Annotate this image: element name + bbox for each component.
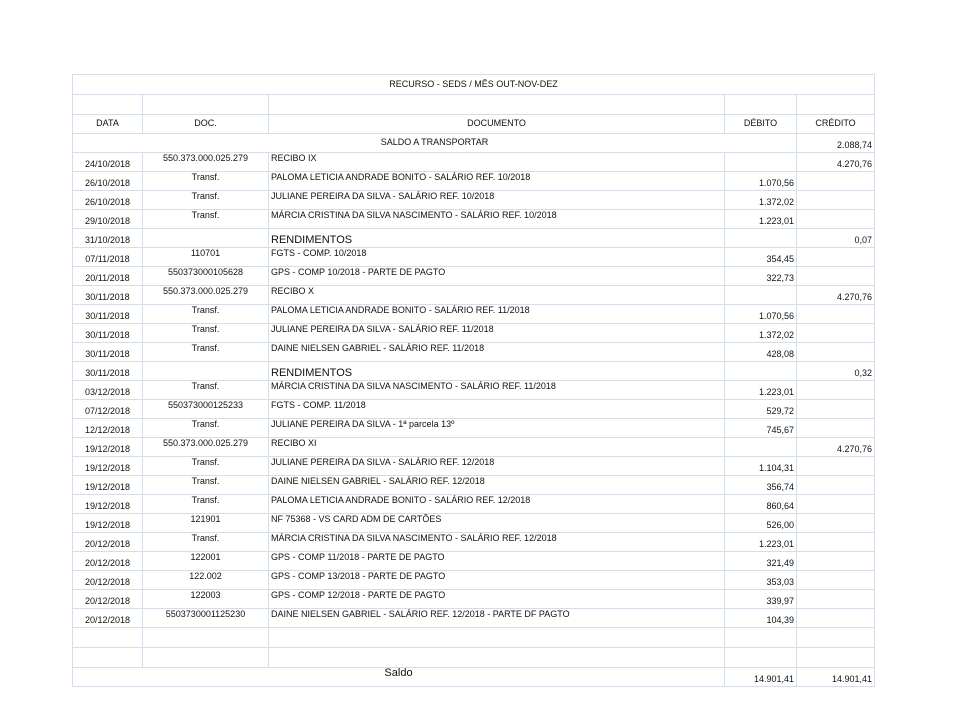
blank-row — [73, 628, 875, 648]
row-date: 20/12/2018 — [73, 571, 143, 590]
table-row — [73, 514, 875, 533]
row-credito — [797, 172, 875, 191]
row-date: 29/10/2018 — [73, 210, 143, 229]
row-debito: 1.070,56 — [725, 172, 797, 191]
row-credito: 4.270,76 — [797, 438, 875, 457]
row-credito — [797, 552, 875, 571]
row-date: 19/12/2018 — [73, 476, 143, 495]
row-date: 19/12/2018 — [73, 457, 143, 476]
row-credito — [797, 267, 875, 286]
row-doc: Transf. — [143, 457, 269, 476]
row-doc: Transf. — [143, 381, 269, 400]
row-description: JULIANE PEREIRA DA SILVA - SALÁRIO REF. 11/2018 — [269, 324, 725, 343]
row-doc: Transf. — [143, 191, 269, 210]
row-description: JULIANE PEREIRA DA SILVA - 1ª parcela 13º — [269, 419, 725, 438]
row-doc: 121901 — [143, 514, 269, 533]
row-debito — [725, 229, 797, 248]
row-doc — [143, 362, 269, 381]
row-credito — [797, 324, 875, 343]
row-credito — [797, 210, 875, 229]
row-date: 30/11/2018 — [73, 324, 143, 343]
saldo-credito: 14.901,41 — [797, 668, 875, 687]
table-row — [73, 248, 875, 267]
header-credito: CRÉDITO — [797, 115, 875, 134]
blank-row — [73, 648, 875, 668]
row-credito — [797, 476, 875, 495]
table-row — [73, 457, 875, 476]
header-doc: DOC. — [143, 115, 269, 134]
table-row — [73, 571, 875, 590]
row-debito — [725, 286, 797, 305]
row-doc: 550.373.000.025.279 — [143, 438, 269, 457]
row-doc: Transf. — [143, 305, 269, 324]
row-debito: 1.104,31 — [725, 457, 797, 476]
row-debito: 860,64 — [725, 495, 797, 514]
row-credito — [797, 419, 875, 438]
row-description: GPS - COMP 10/2018 - PARTE DE PAGTO — [269, 267, 725, 286]
row-doc: 122.002 — [143, 571, 269, 590]
row-doc: Transf. — [143, 476, 269, 495]
table-row — [73, 267, 875, 286]
row-date: 07/12/2018 — [73, 400, 143, 419]
row-credito — [797, 514, 875, 533]
row-debito: 339,97 — [725, 590, 797, 609]
row-debito: 354,45 — [725, 248, 797, 267]
row-description: MÁRCIA CRISTINA DA SILVA NASCIMENTO - SALÁRIO REF. 11/2018 — [269, 381, 725, 400]
row-doc: 5503730001125230 — [143, 609, 269, 628]
table-row — [73, 191, 875, 210]
row-debito — [725, 362, 797, 381]
row-description: PALOMA LETICIA ANDRADE BONITO - SALÁRIO REF. 11/2018 — [269, 305, 725, 324]
row-description: FGTS - COMP. 11/2018 — [269, 400, 725, 419]
row-debito: 1.223,01 — [725, 381, 797, 400]
row-date: 19/12/2018 — [73, 438, 143, 457]
row-credito — [797, 343, 875, 362]
header-debito: DÉBITO — [725, 115, 797, 134]
row-doc: Transf. — [143, 419, 269, 438]
sheet-title: RECURSO - SEDS / MÊS OUT-NOV-DEZ — [73, 75, 875, 95]
row-doc: Transf. — [143, 533, 269, 552]
row-credito: 0,07 — [797, 229, 875, 248]
row-debito: 104,39 — [725, 609, 797, 628]
table-row — [73, 324, 875, 343]
row-date: 19/12/2018 — [73, 495, 143, 514]
table-row — [73, 172, 875, 191]
row-debito: 1.070,56 — [725, 305, 797, 324]
row-description: MÁRCIA CRISTINA DA SILVA NASCIMENTO - SALÁRIO REF. 12/2018 — [269, 533, 725, 552]
row-credito — [797, 609, 875, 628]
row-description: GPS - COMP 11/2018 - PARTE DE PAGTO — [269, 552, 725, 571]
row-debito: 1.372,02 — [725, 324, 797, 343]
table-row — [73, 305, 875, 324]
saldo-label: Saldo — [73, 668, 725, 687]
row-debito — [725, 153, 797, 172]
row-date: 19/12/2018 — [73, 514, 143, 533]
row-date: 20/12/2018 — [73, 609, 143, 628]
row-date: 20/11/2018 — [73, 267, 143, 286]
row-description: FGTS - COMP. 10/2018 — [269, 248, 725, 267]
table-row — [73, 229, 875, 248]
row-date: 20/12/2018 — [73, 533, 143, 552]
row-description: RECIBO XI — [269, 438, 725, 457]
row-debito: 321,49 — [725, 552, 797, 571]
row-debito: 322,73 — [725, 267, 797, 286]
table-row — [73, 609, 875, 628]
table-row — [73, 419, 875, 438]
header-documento: DOCUMENTO — [269, 115, 725, 134]
row-date: 30/11/2018 — [73, 286, 143, 305]
table-row — [73, 495, 875, 514]
row-doc: 550.373.000.025.279 — [143, 153, 269, 172]
row-description: NF 75368 - VS CARD ADM DE CARTÕES — [269, 514, 725, 533]
row-description: RENDIMENTOS — [269, 229, 725, 248]
table-row — [73, 533, 875, 552]
row-doc — [143, 229, 269, 248]
row-description: PALOMA LETICIA ANDRADE BONITO - SALÁRIO REF. 12/2018 — [269, 495, 725, 514]
row-doc: Transf. — [143, 210, 269, 229]
row-credito — [797, 191, 875, 210]
row-description: RENDIMENTOS — [269, 362, 725, 381]
row-doc: Transf. — [143, 343, 269, 362]
opening-label: SALDO A TRANSPORTAR — [73, 134, 797, 153]
row-credito — [797, 495, 875, 514]
row-credito — [797, 571, 875, 590]
row-date: 26/10/2018 — [73, 172, 143, 191]
row-doc: 122001 — [143, 552, 269, 571]
row-credito — [797, 457, 875, 476]
row-doc: 122003 — [143, 590, 269, 609]
row-debito: 1.223,01 — [725, 210, 797, 229]
row-debito: 1.223,01 — [725, 533, 797, 552]
row-debito: 529,72 — [725, 400, 797, 419]
row-debito: 356,74 — [725, 476, 797, 495]
blank-row — [73, 95, 875, 115]
row-description: JULIANE PEREIRA DA SILVA - SALÁRIO REF. 10/2018 — [269, 191, 725, 210]
row-doc: 110701 — [143, 248, 269, 267]
table-row — [73, 362, 875, 381]
header-row — [73, 115, 875, 134]
table-row — [73, 552, 875, 571]
row-debito: 428,08 — [725, 343, 797, 362]
opening-credito: 2.088,74 — [797, 134, 875, 153]
row-doc: 550373000105628 — [143, 267, 269, 286]
row-description: GPS - COMP 13/2018 - PARTE DE PAGTO — [269, 571, 725, 590]
row-credito: 4.270,76 — [797, 286, 875, 305]
row-description: PALOMA LETICIA ANDRADE BONITO - SALÁRIO REF. 10/2018 — [269, 172, 725, 191]
table-row — [73, 343, 875, 362]
header-data: DATA — [73, 115, 143, 134]
row-doc: 550373000125233 — [143, 400, 269, 419]
row-description: JULIANE PEREIRA DA SILVA - SALÁRIO REF. 12/2018 — [269, 457, 725, 476]
row-debito: 526,00 — [725, 514, 797, 533]
row-credito — [797, 248, 875, 267]
row-date: 30/11/2018 — [73, 362, 143, 381]
row-date: 07/11/2018 — [73, 248, 143, 267]
saldo-row — [73, 668, 875, 687]
row-date: 20/12/2018 — [73, 590, 143, 609]
row-debito: 353,03 — [725, 571, 797, 590]
opening-balance-row — [73, 134, 875, 153]
row-date: 12/12/2018 — [73, 419, 143, 438]
table-row — [73, 381, 875, 400]
row-description: MÁRCIA CRISTINA DA SILVA NASCIMENTO - SALÁRIO REF. 10/2018 — [269, 210, 725, 229]
row-credito — [797, 590, 875, 609]
row-credito — [797, 381, 875, 400]
row-credito — [797, 400, 875, 419]
row-date: 30/11/2018 — [73, 305, 143, 324]
table-row — [73, 590, 875, 609]
ledger-table — [72, 74, 875, 687]
row-description: GPS - COMP 12/2018 - PARTE DE PAGTO — [269, 590, 725, 609]
row-doc: 550.373.000.025.279 — [143, 286, 269, 305]
row-credito: 0,32 — [797, 362, 875, 381]
table-row — [73, 210, 875, 229]
row-debito: 745,67 — [725, 419, 797, 438]
row-description: RECIBO IX — [269, 153, 725, 172]
table-row — [73, 286, 875, 305]
table-row — [73, 476, 875, 495]
saldo-debito: 14.901,41 — [725, 668, 797, 687]
row-credito — [797, 533, 875, 552]
title-row — [73, 75, 875, 95]
row-description: RECIBO X — [269, 286, 725, 305]
table-row — [73, 400, 875, 419]
row-credito: 4.270,76 — [797, 153, 875, 172]
table-row — [73, 153, 875, 172]
row-doc: Transf. — [143, 495, 269, 514]
row-date: 20/12/2018 — [73, 552, 143, 571]
row-debito — [725, 438, 797, 457]
table-row — [73, 438, 875, 457]
row-date: 26/10/2018 — [73, 191, 143, 210]
row-date: 31/10/2018 — [73, 229, 143, 248]
row-date: 30/11/2018 — [73, 343, 143, 362]
row-date: 24/10/2018 — [73, 153, 143, 172]
row-description: DAINE NIELSEN GABRIEL - SALÁRIO REF. 12/2018 - PARTE DF PAGTO — [269, 609, 725, 628]
row-doc: Transf. — [143, 324, 269, 343]
row-credito — [797, 305, 875, 324]
row-debito: 1.372,02 — [725, 191, 797, 210]
row-date: 03/12/2018 — [73, 381, 143, 400]
row-description: DAINE NIELSEN GABRIEL - SALÁRIO REF. 11/2018 — [269, 343, 725, 362]
row-doc: Transf. — [143, 172, 269, 191]
row-description: DAINE NIELSEN GABRIEL - SALÁRIO REF. 12/2018 — [269, 476, 725, 495]
